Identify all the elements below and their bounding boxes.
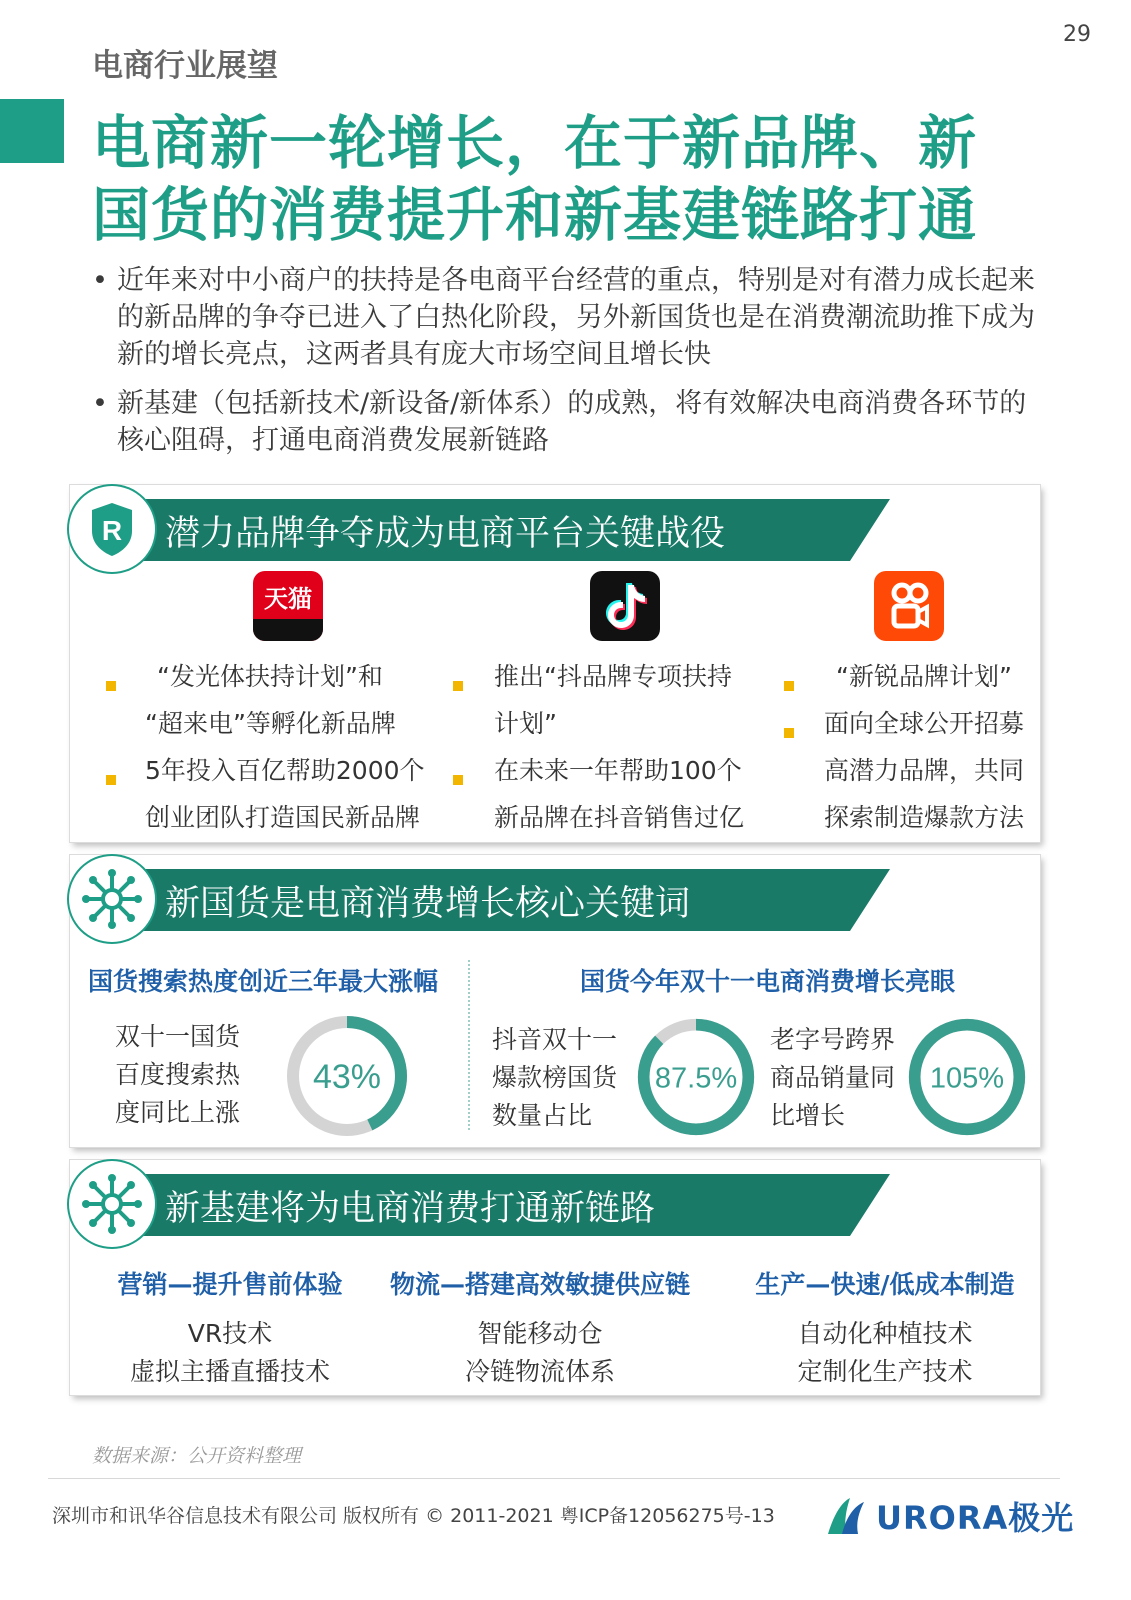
bullet-square bbox=[106, 775, 116, 785]
chain-heading: 营销—提升售前体验 bbox=[117, 1270, 343, 1299]
tmall-logo-text: 天猫 bbox=[264, 585, 312, 613]
footer-brand-logo bbox=[824, 1494, 1074, 1538]
bullet-square bbox=[106, 681, 116, 691]
title-accent-bar bbox=[0, 99, 64, 163]
kuaishou-logo-icon bbox=[874, 571, 944, 641]
brand-item bbox=[824, 700, 1039, 841]
item-line: “新锐品牌计划” bbox=[836, 662, 1012, 691]
stat-line: 抖音双十一 bbox=[492, 1025, 618, 1054]
item-line: 计划” bbox=[494, 709, 557, 738]
item-line: “发光体扶持计划”和 bbox=[157, 662, 383, 691]
donut-value: 43% bbox=[312, 1058, 382, 1096]
chain-column-logistics bbox=[375, 1265, 705, 1391]
bullet-text: 近年来对中小商户的扶持是各电商平台经营的重点，特别是对有潜力成长起来的新品牌的争夺已进入了白热化阶段，另外新国货也是在消费潮流助推下成为新的增长亮点，这两者具有庞大市场空间且增长快 bbox=[117, 265, 1035, 370]
bullet-marker: • bbox=[92, 388, 108, 419]
donut-chart bbox=[634, 1015, 758, 1139]
chain-column-marketing bbox=[80, 1265, 380, 1391]
page-title-line-1: 电商新一轮增长，在于新品牌、新 bbox=[92, 109, 978, 177]
brand-item bbox=[145, 653, 465, 747]
aurora-logo-icon bbox=[824, 1496, 870, 1536]
footer-brand-name: URORA极光 bbox=[876, 1499, 1075, 1537]
chain-item: VR技术 bbox=[187, 1319, 273, 1348]
stat-line: 爆款榜国货 bbox=[492, 1063, 618, 1092]
footer-divider bbox=[48, 1478, 1060, 1479]
tmall-logo-icon bbox=[253, 571, 323, 641]
douyin-logo-icon bbox=[590, 571, 660, 641]
bullet-square bbox=[784, 681, 794, 691]
brand-item bbox=[824, 653, 1039, 700]
source-note: 数据来源：公开资料整理 bbox=[92, 1445, 302, 1467]
panel-new-infrastructure bbox=[70, 1160, 1040, 1395]
footer-copyright: 深圳市和讯华谷信息技术有限公司 版权所有 © 2011-2021 粤ICP备12056275号-13 bbox=[52, 1505, 775, 1527]
brand-item bbox=[145, 747, 465, 841]
panel-title: 新国货是电商消费增长核心关键词 bbox=[165, 884, 691, 924]
item-line: 在未来一年帮助100个 bbox=[494, 756, 742, 785]
brand-item bbox=[494, 653, 774, 747]
item-line: 创业团队打造国民新品牌 bbox=[145, 803, 421, 832]
chain-heading: 物流—搭建高效敏捷供应链 bbox=[389, 1270, 690, 1299]
donut-chart bbox=[905, 1015, 1029, 1139]
item-line: 高潜力品牌，共同 bbox=[824, 756, 1025, 785]
bullet-square bbox=[453, 681, 463, 691]
item-line: 面向全球公开招募 bbox=[824, 709, 1025, 738]
stat-description bbox=[770, 1021, 895, 1135]
panel-title: 潜力品牌争夺成为电商平台关键战役 bbox=[165, 514, 726, 554]
donut-value: 87.5% bbox=[654, 1062, 738, 1095]
panel-potential-brands bbox=[70, 485, 1040, 842]
intro-bullet bbox=[92, 385, 1042, 459]
stat-line: 双十一国货 bbox=[115, 1022, 241, 1051]
stat-description bbox=[492, 1021, 617, 1135]
stat-line: 百度搜索热 bbox=[115, 1060, 241, 1089]
donut-chart bbox=[283, 1012, 411, 1140]
page-title-line-2: 国货的消费提升和新基建链路打通 bbox=[92, 181, 978, 249]
network-hub-icon bbox=[72, 859, 152, 939]
column-divider bbox=[468, 960, 470, 1130]
registered-brand-icon bbox=[72, 489, 152, 569]
stat-description bbox=[115, 1018, 240, 1132]
brand-item bbox=[494, 747, 774, 841]
item-line: 探索制造爆款方法 bbox=[824, 803, 1025, 832]
stat-line: 数量占比 bbox=[492, 1101, 593, 1130]
chain-heading: 生产—快速/低成本制造 bbox=[755, 1270, 1015, 1299]
item-line: “超来电”等孵化新品牌 bbox=[145, 709, 396, 738]
badge-letter: R bbox=[101, 515, 123, 546]
stat-line: 度同比上涨 bbox=[115, 1098, 241, 1127]
donut-value: 105% bbox=[929, 1062, 1005, 1095]
item-line: 推出“抖品牌专项扶持 bbox=[494, 662, 732, 691]
stat-line: 商品销量同 bbox=[770, 1063, 896, 1092]
bullet-square bbox=[784, 728, 794, 738]
left-sub-heading: 国货搜索热度创近三年最大涨幅 bbox=[88, 967, 439, 996]
chain-item: 定制化生产技术 bbox=[797, 1357, 973, 1386]
right-sub-heading: 国货今年双十一电商消费增长亮眼 bbox=[580, 967, 956, 996]
intro-bullet bbox=[92, 262, 1042, 373]
chain-item: 自动化种植技术 bbox=[797, 1319, 973, 1348]
bullet-text: 新基建（包括新技术/新设备/新体系）的成熟，将有效解决电商消费各环节的核心阻碍，打通电商消费发展新链路 bbox=[117, 388, 1027, 456]
chain-item: 智能移动仓 bbox=[477, 1319, 603, 1348]
stat-line: 比增长 bbox=[770, 1101, 846, 1130]
chain-item: 虚拟主播直播技术 bbox=[129, 1357, 330, 1386]
tmall-cat-face bbox=[253, 619, 323, 641]
bullet-square bbox=[453, 775, 463, 785]
network-hub-icon bbox=[72, 1164, 152, 1244]
chain-item: 冷链物流体系 bbox=[464, 1357, 615, 1386]
page-number: 29 bbox=[1063, 22, 1091, 47]
stat-line: 老字号跨界 bbox=[770, 1025, 896, 1054]
item-line: 5年投入百亿帮助2000个 bbox=[145, 756, 425, 785]
item-line: 新品牌在抖音销售过亿 bbox=[494, 803, 745, 832]
panel-title: 新基建将为电商消费打通新链路 bbox=[165, 1189, 656, 1229]
bullet-marker: • bbox=[92, 265, 108, 296]
panel-new-guohuo bbox=[70, 855, 1040, 1147]
section-label: 电商行业展望 bbox=[92, 48, 278, 84]
chain-column-production bbox=[735, 1265, 1035, 1391]
